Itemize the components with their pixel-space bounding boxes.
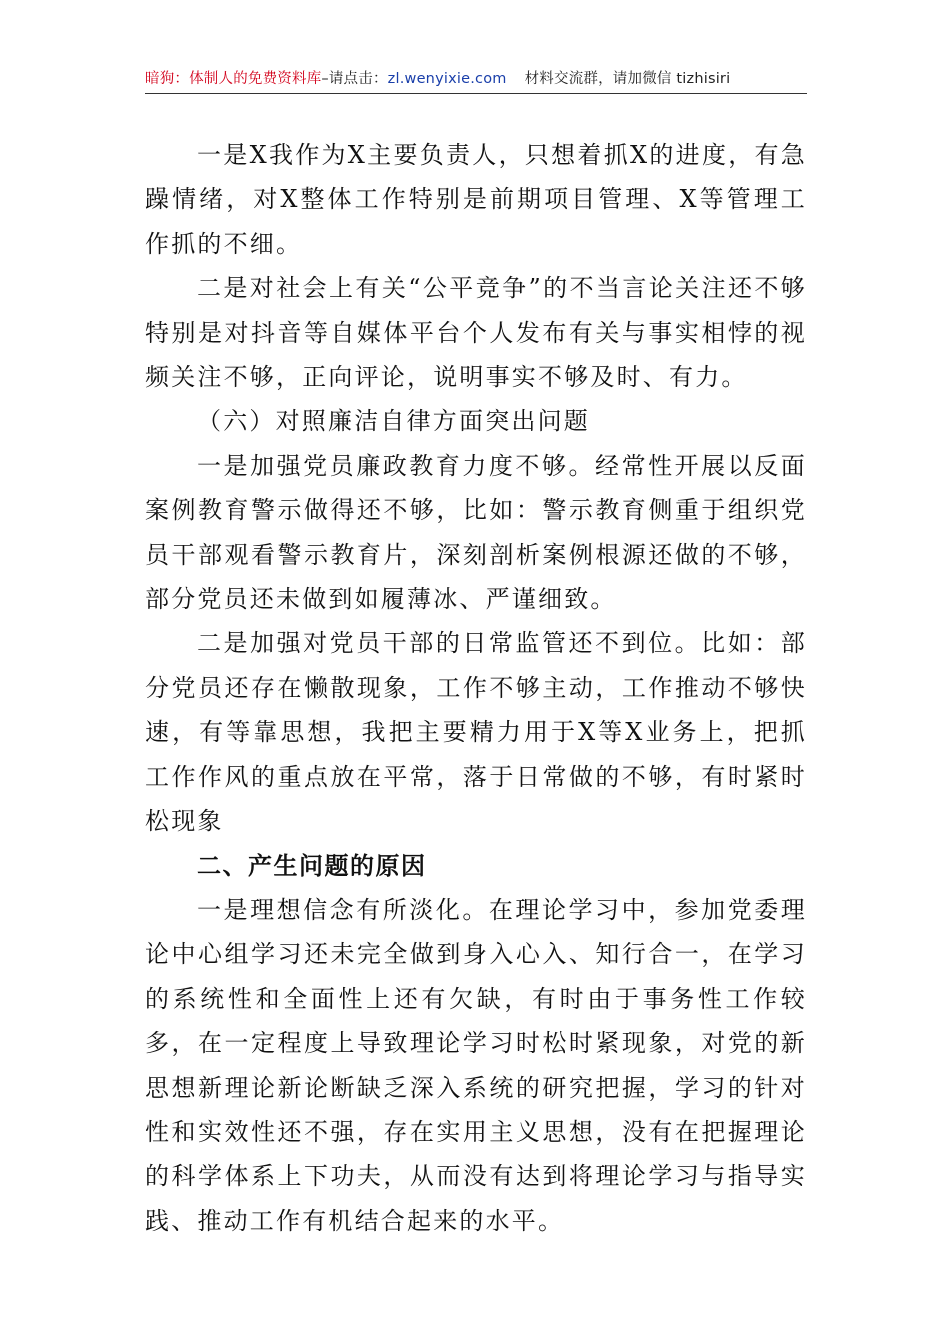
header-link-prompt: –请点击： — [321, 71, 388, 87]
paragraph-1: 一是X我作为X主要负责人，只想着抓X的进度，有急躁情绪，对X整体工作特别是前期项目管理、X等管理工作抓的不细。 — [145, 141, 807, 258]
document-body — [145, 133, 807, 1243]
header-url-link[interactable]: zl.wenyixie.com — [387, 71, 507, 87]
paragraph-3: 一是加强党员廉政教育力度不够。经常性开展以反面案例教育警示做得还不够，比如：警示教育侧重于组织党员干部观看警示教育片，深刻剖析案例根源还做的不够，部分党员还未做到如履薄冰、严谨细致。 — [145, 451, 807, 614]
page-header — [145, 68, 807, 90]
paragraph-5: 一是理想信念有所淡化。在理论学习中，参加党委理论中心组学习还未完全做到身入心入、知行合一，在学习的系统性和全面性上还有欠缺，有时由于事务性工作较多，在一定程度上导致理论学习时松时紧现象，对党的新思想新理论新论断缺乏深入系统的研究把握，学习的针对性和实效性还不强，存在实用主义思想，没有在把握理论的科学体系上下功夫，从而没有达到将理论学习与指导实践、推动工作有机结合起来的水平。 — [145, 895, 807, 1235]
paragraph-2: 二是对社会上有关“公平竞争”的不当言论关注还不够特别是对抖音等自媒体平台个人发布有关与事实相悖的视频关注不够，正向评论，说明事实不够及时、有力。 — [145, 274, 807, 392]
section-2-heading: 二、产生问题的原因 — [197, 851, 427, 880]
paragraph-4: 二是加强对党员干部的日常监管还不到位。比如：部分党员还存在懒散现象，工作不够主动，工作推动不够快速，有等靠思想，我把主要精力用于X等X业务上，把抓工作作风的重点放在平常，落于日常做的不够，有时紧时松现象 — [145, 629, 807, 836]
header-divider — [145, 93, 807, 94]
section-6-title: （六）对照廉洁自律方面突出问题 — [197, 407, 590, 436]
header-contact: 材料交流群，请加微信 tizhisiri — [524, 71, 731, 87]
header-site-name: 暗狗：体制人的免费资料库 — [145, 71, 322, 87]
